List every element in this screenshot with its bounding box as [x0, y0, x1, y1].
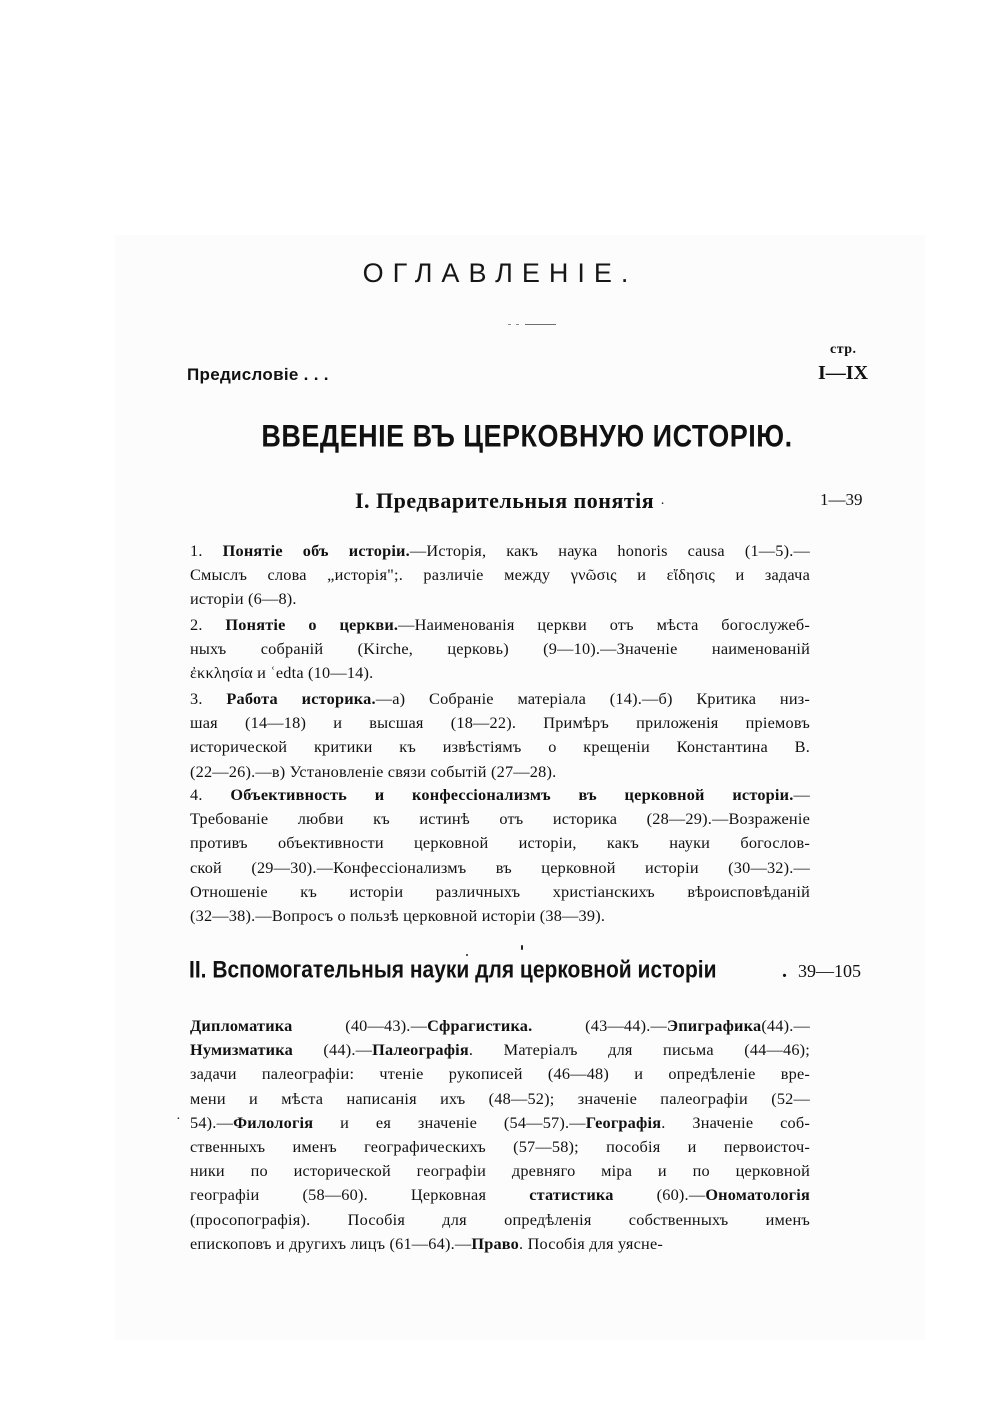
toc-topic-keyword: Понятіе о церкви. — [225, 615, 399, 634]
toc-text: (60).— — [613, 1185, 706, 1205]
toc-text: Требованіе любви къ истинѣ отъ историка (28—29).—Возраженіе — [190, 809, 810, 829]
toc-text: (22—26).—в) Установленіе связи событій (27—28). — [190, 761, 557, 781]
toc-text: епископовъ и другихъ лицъ (61—64).— — [190, 1233, 472, 1253]
toc-text: (44).— — [292, 1040, 373, 1060]
toc-topic-keyword: Понятіе объ исторіи. — [222, 541, 410, 560]
toc-text: 3. — [190, 689, 227, 708]
toc-text: Отношеніе къ исторіи различныхъ христіанскихъ вѣроисповѣданій — [190, 881, 810, 901]
toc-text: —Исторія, какъ наука honoris causa (1—5).— — [409, 541, 811, 560]
toc-line — [190, 613, 810, 637]
toc-topic-keyword: Географія — [585, 1112, 662, 1132]
toc-line — [190, 1232, 810, 1256]
toc-text: мени и мѣста написанія ихъ (48—52); значеніе палеографіи (52— — [190, 1088, 810, 1108]
section-title-text: I. Предварительныя понятія — [355, 488, 655, 513]
toc-text: географіи (58—60). Церковная — [190, 1185, 530, 1205]
toc-paragraph-1-1 — [190, 539, 810, 612]
toc-text: и ея значеніе (54—57).— — [313, 1112, 586, 1132]
toc-text: Смыслъ слова „исторія";. различіе между γνῶσις и εἴδησις и задача — [190, 565, 810, 585]
toc-topic-keyword: Ономатологія — [705, 1185, 810, 1205]
toc-text: ственныхъ именъ географическихъ (57—58); пособія и первоисточ- — [190, 1137, 810, 1157]
toc-text: исторической критики къ извѣстіямъ о крещеніи Константина В. — [190, 737, 810, 757]
toc-topic-keyword: Дипломатика — [190, 1016, 293, 1035]
toc-text: (43—44).— — [532, 1016, 667, 1035]
toc-line — [190, 687, 810, 711]
toc-paragraph-1-4 — [190, 783, 810, 928]
toc-line — [190, 1062, 810, 1086]
toc-text: ской (29—30).—Конфессіонализмъ въ церковной исторіи (30—32).— — [190, 857, 810, 877]
toc-topic-keyword: Объективность и конфессіонализмъ въ церковной исторіи. — [230, 785, 794, 804]
toc-text: ныхъ собраній (Kirche, церковь) (9—10).—Значеніе наименованій — [190, 639, 810, 659]
toc-line — [190, 637, 810, 661]
toc-topic-keyword: Палеографія — [372, 1040, 469, 1060]
toc-text: — — [793, 785, 810, 804]
toc-paragraph-2-1 — [190, 1014, 810, 1256]
title-ornament-rule — [508, 323, 556, 327]
toc-line — [190, 760, 810, 784]
toc-line — [190, 783, 810, 807]
toc-text: 54).— — [190, 1112, 234, 1132]
toc-text: (32—38).—Вопросъ о пользѣ церковной исторіи (38—39). — [190, 906, 606, 926]
part-heading: ВВЕДЕНІЕ ВЪ ЦЕРКОВНУЮ ИСТОРІЮ. — [261, 419, 793, 454]
toc-text: 4. — [190, 785, 231, 804]
toc-line — [190, 711, 810, 735]
toc-section-1-pages: 1—39 — [820, 490, 863, 509]
toc-line — [190, 831, 810, 855]
toc-topic-keyword: Работа историка. — [226, 689, 376, 708]
toc-text: ники по исторической географіи древняго міра и по церковной — [190, 1161, 810, 1181]
toc-paragraph-1-2 — [190, 613, 810, 686]
scan-speck — [521, 945, 523, 950]
toc-line — [190, 1208, 810, 1232]
toc-text: (44).— — [761, 1016, 810, 1035]
toc-section-2-pages: 39—105 — [798, 961, 861, 981]
toc-section-1-title[interactable] — [355, 488, 665, 514]
toc-line — [190, 587, 810, 611]
toc-line — [190, 880, 810, 904]
toc-text: (просопографія). Пособія для опредѣленія собственныхъ именъ — [190, 1209, 810, 1229]
toc-text: противъ объективности церковной исторіи, какъ науки богослов- — [190, 833, 810, 853]
toc-line — [190, 1014, 810, 1038]
toc-line — [190, 1183, 810, 1207]
leader-dot: · — [660, 497, 666, 512]
toc-line — [190, 807, 810, 831]
toc-text: . Матеріалъ для письма (44—46); — [468, 1040, 811, 1060]
toc-text: ἐκκλησία и ʿedta (10—14). — [190, 663, 374, 683]
toc-topic-keyword: Эпиграфика — [666, 1016, 762, 1035]
toc-topic-keyword: статистика — [529, 1185, 614, 1205]
toc-line — [190, 904, 810, 928]
toc-text: —Наименованія церкви отъ мѣста богослужеб- — [398, 615, 810, 634]
toc-line — [190, 1135, 810, 1159]
toc-section-2-title[interactable]: II. Вспомогательныя науки для церковной исторіи — [189, 957, 717, 984]
toc-text: исторіи (6—8). — [190, 589, 297, 609]
toc-topic-keyword: Нумизматика — [190, 1040, 293, 1060]
toc-entry-preface[interactable]: Предисловіе . . . — [187, 365, 329, 384]
toc-text: —а) Собраніе матеріала (14).—б) Критика низ- — [375, 689, 810, 708]
toc-text: задачи палеографіи: чтеніе рукописей (46—48) и опредѣленіе вре- — [190, 1064, 810, 1084]
page-title: ОГЛАВЛЕНІЕ. — [362, 258, 638, 288]
toc-line — [190, 1111, 810, 1135]
toc-paragraph-1-3 — [190, 687, 810, 784]
toc-topic-keyword: Сфрагистика. — [427, 1016, 533, 1035]
page-column-label: стр. — [830, 342, 857, 357]
toc-line — [190, 1087, 810, 1111]
toc-entry-preface-pages: I—IX — [818, 362, 869, 384]
scan-speck — [466, 954, 468, 956]
toc-line — [190, 856, 810, 880]
toc-text: (40—43).— — [292, 1016, 428, 1035]
toc-text: 1. — [190, 541, 223, 560]
toc-text: шая (14—18) и высшая (18—22). Примѣръ приложенія пріемовъ — [190, 713, 810, 733]
toc-line — [190, 1159, 810, 1183]
toc-line — [190, 661, 810, 685]
toc-line — [190, 1038, 810, 1062]
toc-line — [190, 539, 810, 563]
toc-text: . Пособія для уясне- — [519, 1233, 663, 1253]
toc-topic-keyword: Право — [471, 1233, 520, 1253]
leader-dot: . — [782, 960, 787, 982]
toc-text: . Значеніе соб- — [661, 1112, 810, 1132]
toc-topic-keyword: Филологія — [233, 1112, 314, 1132]
toc-line — [190, 563, 810, 587]
toc-text: 2. — [190, 615, 226, 634]
toc-line — [190, 735, 810, 759]
scan-margin-dot: · — [176, 1112, 181, 1127]
